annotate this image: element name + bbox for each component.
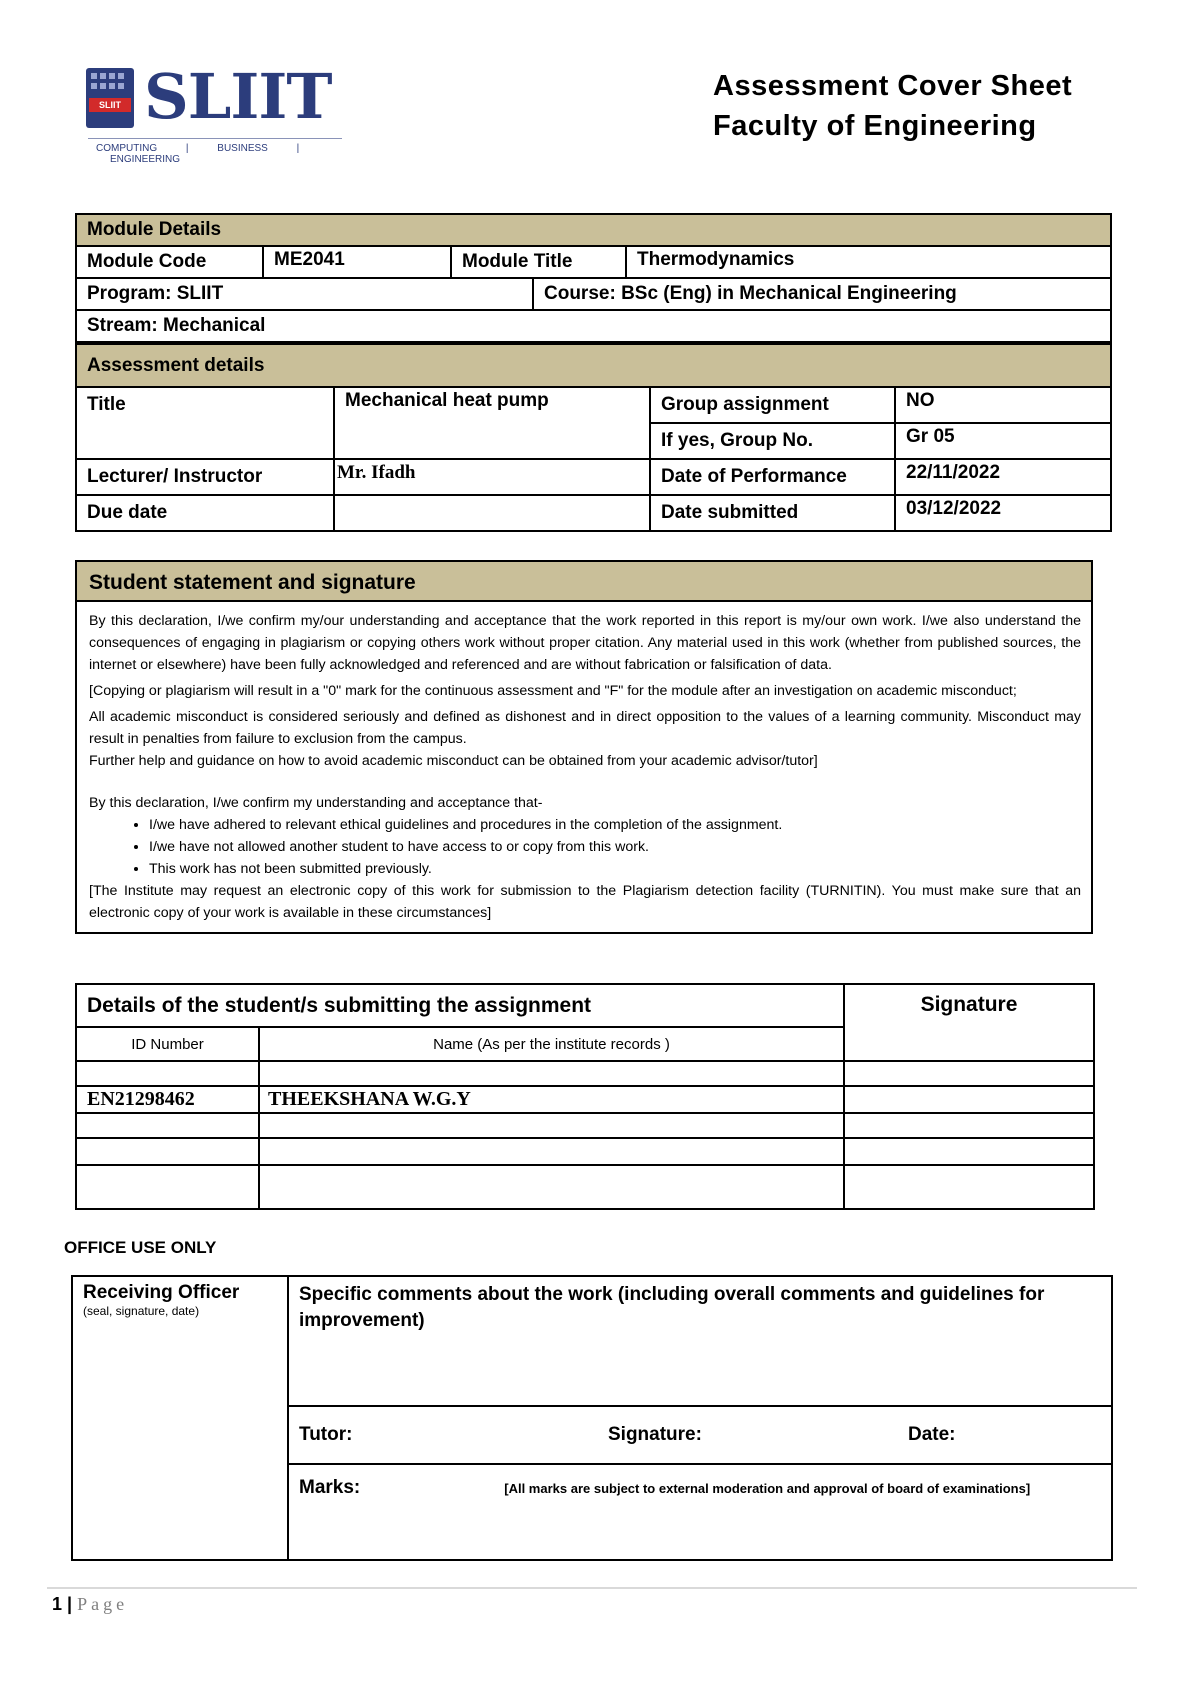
module-details-header: Module Details (76, 214, 1111, 246)
title-line-2: Faculty of Engineering (713, 110, 1037, 142)
module-title-label: Module Title (451, 246, 626, 278)
statement-paragraph: [Copying or plagiarism will result in a "0" mark for the continuous assessment and "F" for the module after an investigation on academic misconduct; (89, 683, 1017, 699)
students-header: Details of the student/s submitting the assignment (76, 984, 844, 1027)
table-row (76, 1086, 1094, 1113)
statement-paragraph: Further help and guidance on how to avoid academic misconduct can be obtained from your academic advisor/tutor] (89, 753, 818, 769)
group-assignment-label: Group assignment (650, 387, 895, 423)
statement-paragraph: By this declaration, I/we confirm my understanding and acceptance that- (89, 795, 543, 811)
statement-paragraph: [The Institute may request an electronic copy of this work for submission to the Plagiarism detection facility (TURNITIN). You must make sure that an electronic copy of your work is available in these circumstances] (89, 883, 1081, 921)
title-line-1: Assessment Cover Sheet (713, 70, 1073, 102)
comments-label: Specific comments about the work (including overall comments and guidelines for improvement) (288, 1276, 1112, 1406)
id-number-header: ID Number (76, 1027, 259, 1061)
sliit-crest-icon: SLIIT (86, 68, 134, 128)
page-separator: | (67, 1594, 73, 1614)
statement-body (75, 602, 1093, 934)
office-use-label: OFFICE USE ONLY (64, 1238, 217, 1257)
marks-note: [All marks are subject to external moderation and approval of board of examinations] (504, 1481, 1031, 1496)
group-no-label: If yes, Group No. (650, 423, 895, 459)
program-field: Program: SLIIT (76, 278, 533, 310)
module-details-table (75, 213, 1112, 343)
sliit-logo (86, 60, 342, 165)
office-use-table (71, 1275, 1113, 1561)
footer-divider (47, 1587, 1137, 1589)
submitted-date-value: 03/12/2022 (895, 495, 1111, 531)
due-date-label: Due date (76, 495, 334, 531)
statement-header: Student statement and signature (75, 560, 1093, 602)
student-name: THEEKSHANA W.G.Y (259, 1086, 844, 1113)
module-code-label: Module Code (76, 246, 263, 278)
tutor-label: Tutor: (288, 1406, 598, 1464)
page-title (713, 66, 1072, 146)
signature-header: Signature (844, 984, 1094, 1061)
logo-tagline: COMPUTING | BUSINESS | ENGINEERING (88, 138, 342, 165)
student-statement (75, 560, 1093, 934)
performance-date-value: 22/11/2022 (895, 459, 1111, 495)
receiving-officer-cell (72, 1276, 288, 1560)
module-code-value: ME2041 (263, 246, 451, 278)
receiving-officer-sub: (seal, signature, date) (83, 1304, 200, 1318)
page-number: 1 (52, 1594, 63, 1614)
course-field: Course: BSc (Eng) in Mechanical Engineering (533, 278, 1111, 310)
performance-date-label: Date of Performance (650, 459, 895, 495)
assessment-details-table (75, 343, 1112, 532)
lecturer-value: Mr. Ifadh (334, 459, 650, 495)
marks-label: Marks: (299, 1477, 361, 1498)
receiving-officer-label: Receiving Officer (83, 1282, 240, 1303)
lecturer-label: Lecturer/ Instructor (76, 459, 334, 495)
due-date-value (334, 495, 650, 531)
group-assignment-value: NO (895, 387, 1111, 423)
students-table (75, 983, 1095, 1210)
date-label: Date: (898, 1406, 1112, 1464)
module-title-value: Thermodynamics (626, 246, 1111, 278)
declaration-item: • This work has not been submitted previously. (149, 858, 1081, 880)
declaration-item: • I/we have adhered to relevant ethical guidelines and procedures in the completion of the assignment. (149, 814, 1081, 836)
statement-paragraph: All academic misconduct is considered seriously and defined as dishonest and in direct opposition to the values of a learning community. Misconduct may result in penalties from failure to exclusion from the campus. (89, 709, 1081, 747)
marks-cell (288, 1464, 1112, 1560)
page-footer (52, 1594, 128, 1615)
assessment-title-label: Title (76, 387, 334, 459)
assessment-details-header: Assessment details (76, 344, 1111, 387)
name-header: Name (As per the institute records ) (259, 1027, 844, 1061)
group-no-value: Gr 05 (895, 423, 1111, 459)
assessment-title-value: Mechanical heat pump (334, 387, 650, 459)
signature-label: Signature: (598, 1406, 898, 1464)
declaration-list (89, 814, 1081, 880)
declaration-item: • I/we have not allowed another student to have access to or copy from this work. (149, 836, 1081, 858)
page-word: Page (77, 1594, 129, 1614)
statement-paragraph: By this declaration, I/we confirm my/our understanding and acceptance that the work reported in this report is my/our own work. I/we also understand the consequences of engaging in plagiarism or copying others work without proper citation. Any material used in this work (whether from published sources, the internet or elsewhere) have been fully acknowledged and referenced and are without fabrication or falsification of data. (89, 613, 1081, 673)
submitted-date-label: Date submitted (650, 495, 895, 531)
logo-wordmark: SLIIT (144, 60, 332, 133)
student-id: EN21298462 (76, 1086, 259, 1113)
stream-field: Stream: Mechanical (76, 310, 1111, 342)
